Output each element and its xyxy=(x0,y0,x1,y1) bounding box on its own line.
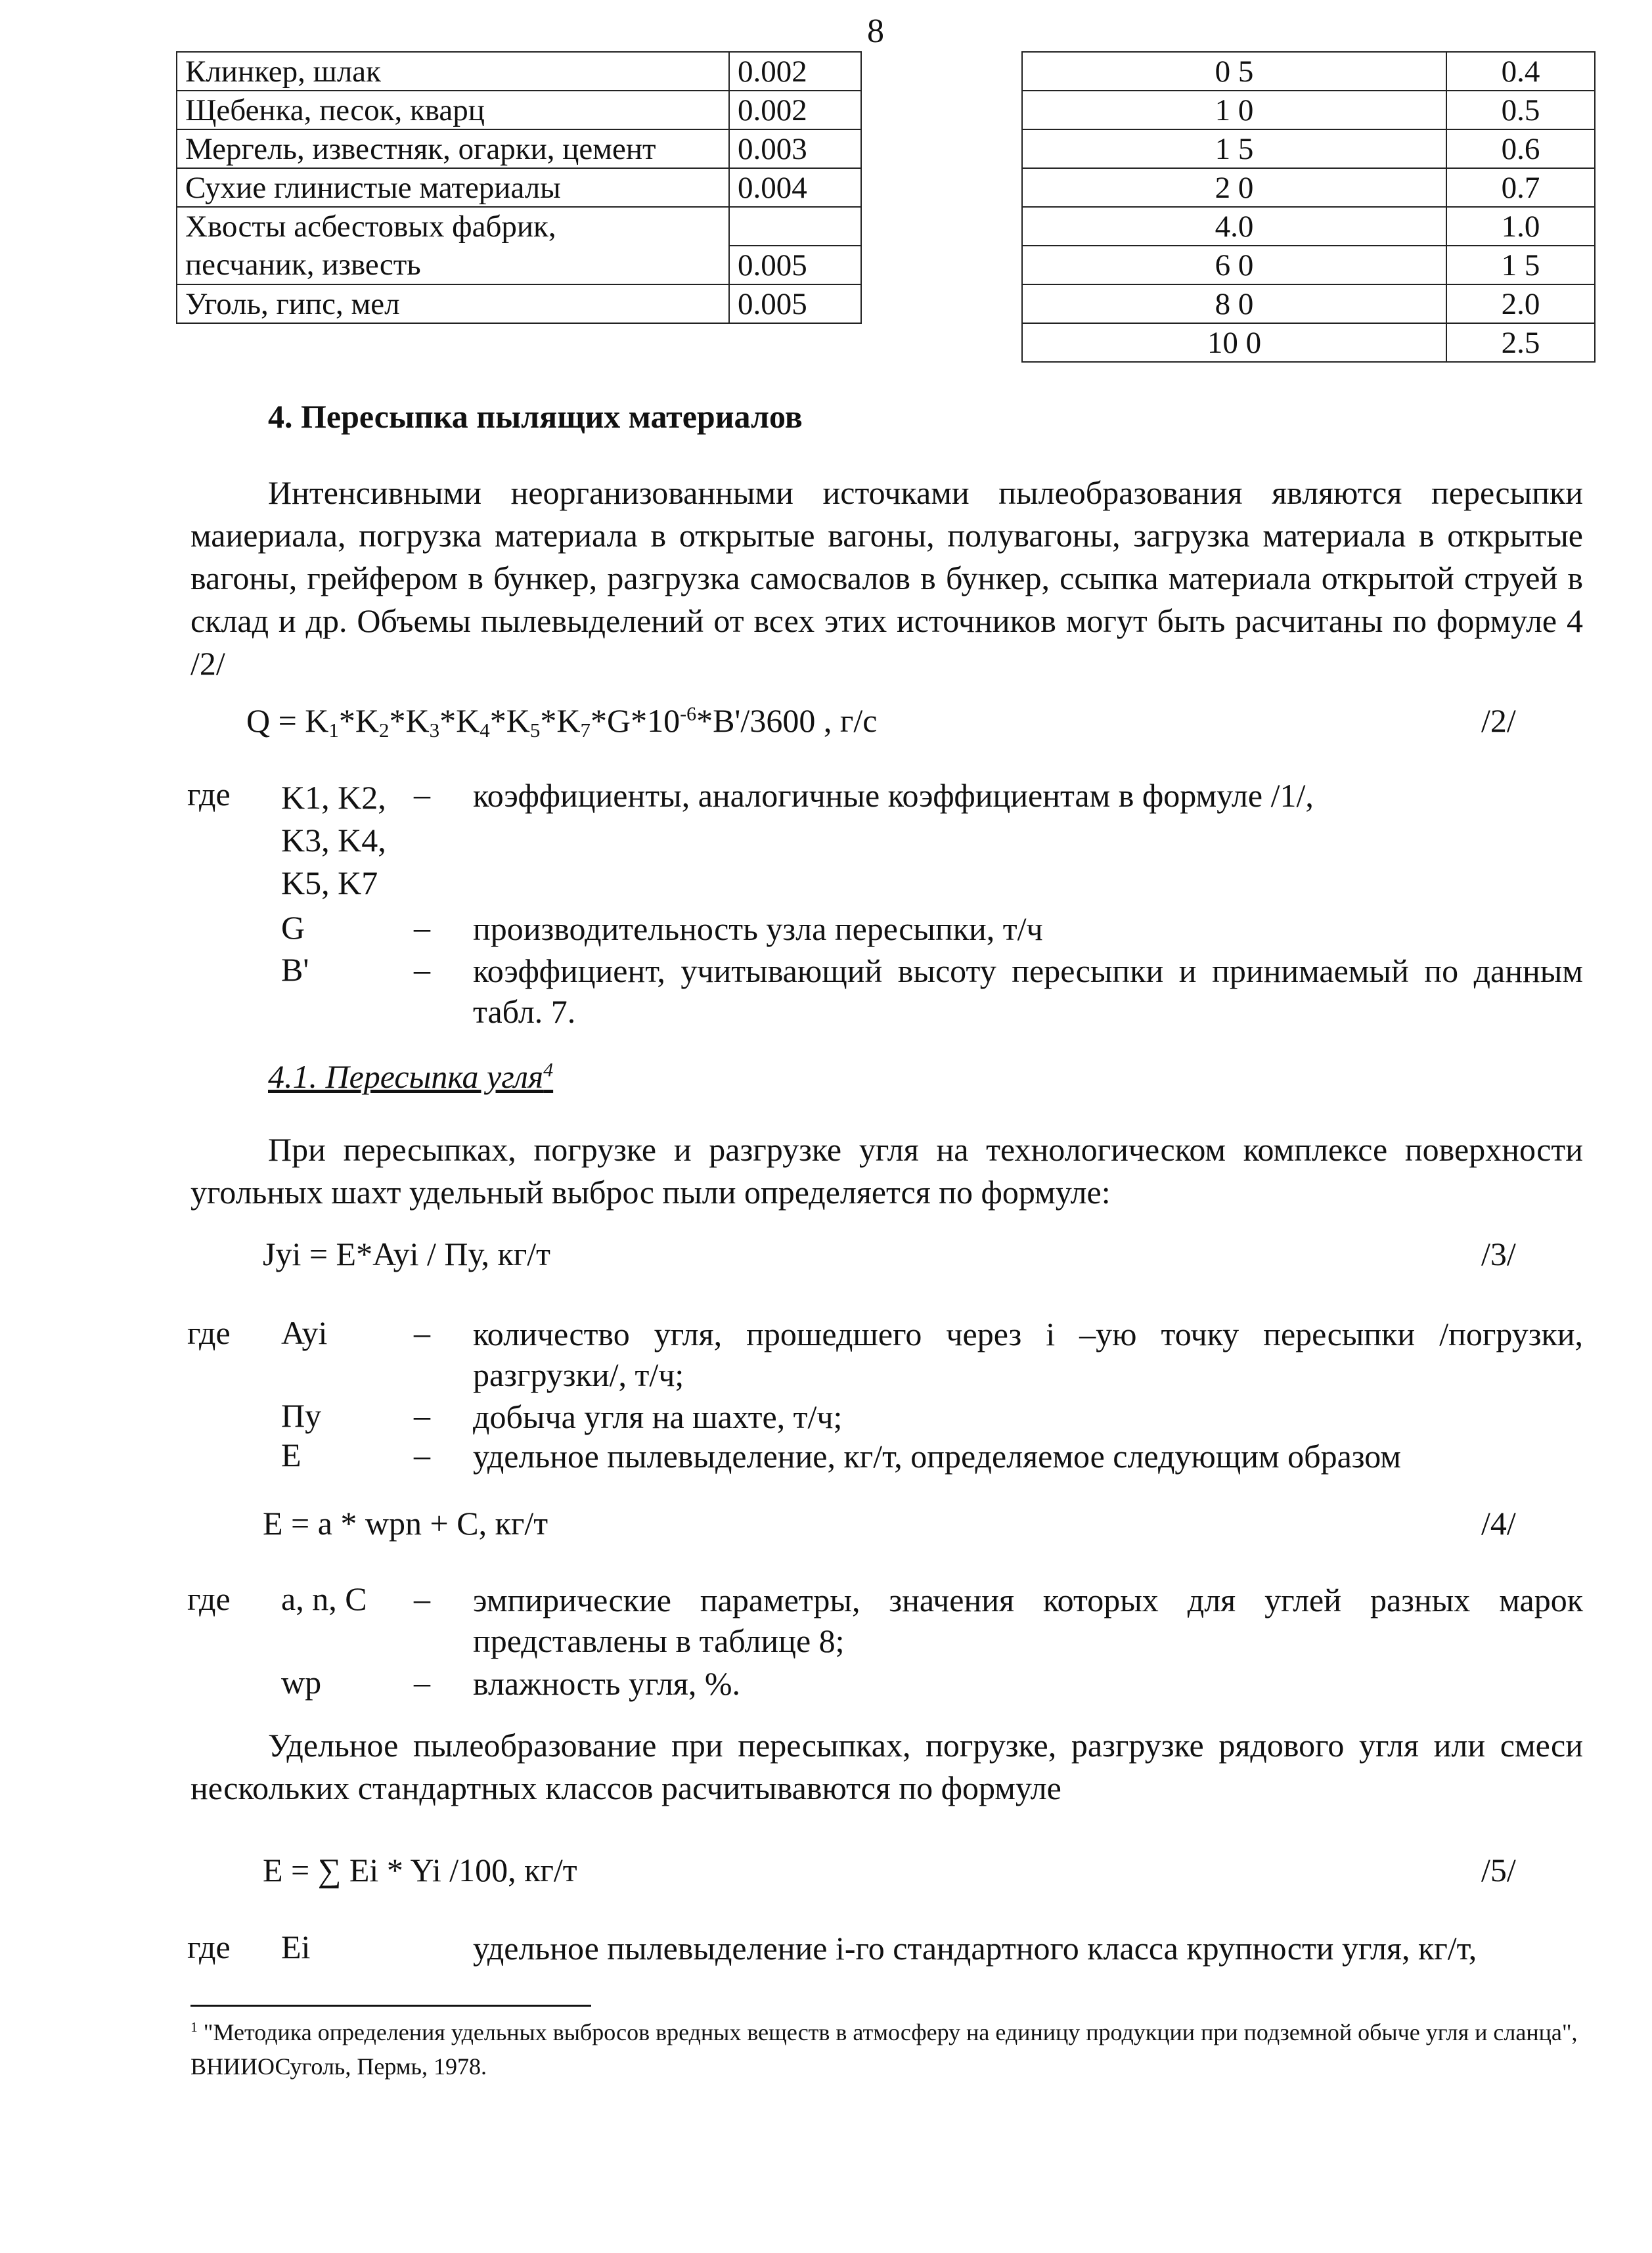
legend-symbol: wp xyxy=(281,1664,322,1701)
table-cell xyxy=(729,207,861,246)
legend-description: количество угля, прошедшего через i –ую точку пересыпки /погрузки, разгрузки/, т/ч; xyxy=(473,1316,1583,1393)
where-label: где xyxy=(187,1314,231,1351)
table-row xyxy=(1022,52,1595,91)
section-heading: 4. Пересыпка пылящих материалов xyxy=(268,398,803,435)
table-cell: 0.002 xyxy=(729,91,861,129)
page-number: 8 xyxy=(867,12,884,50)
table-cell: Уголь, гипс, мел xyxy=(177,284,729,323)
formula-5-number: /5/ xyxy=(1481,1852,1516,1888)
table-cell: Клинкер, шлак xyxy=(177,52,729,91)
legend-symbol: K5, K7 xyxy=(281,864,378,901)
subsection-title-text: 4.1. Пересыпка угля xyxy=(268,1058,544,1095)
formula-3-number: /3/ xyxy=(1481,1236,1516,1272)
formula-5: E = ∑ Ei * Yi /100, кг/т xyxy=(263,1852,577,1888)
table-cell: 0 5 xyxy=(1022,52,1446,91)
footnote xyxy=(190,2015,1590,2084)
height-coefficient-table xyxy=(1021,51,1596,363)
legend-symbol: G xyxy=(281,909,305,946)
formula-3: Jyi = E*Ayi / Пу, кг/т xyxy=(263,1236,551,1272)
paragraph-3: Удельное пылеобразование при пересыпках, погрузке, разгрузке рядового угля или смеси нескольких стандартных классов расчитывавются по формуле xyxy=(190,1727,1583,1806)
legend-symbol: B' xyxy=(281,951,309,988)
legend-symbol: Ayi xyxy=(281,1314,328,1351)
footnote-mark: 1 xyxy=(190,2019,198,2035)
table-row xyxy=(1022,246,1595,284)
dash: – xyxy=(414,1580,430,1617)
dash: – xyxy=(414,909,430,946)
footnote-divider xyxy=(190,2005,591,2007)
where-label: где xyxy=(187,776,231,813)
where-label: где xyxy=(187,1929,231,1965)
table-row xyxy=(1022,129,1595,168)
table-cell: 0.003 xyxy=(729,129,861,168)
table-cell: 6 0 xyxy=(1022,246,1446,284)
table-row xyxy=(177,284,861,323)
table-cell: 0.4 xyxy=(1446,52,1595,91)
table-row xyxy=(177,52,861,91)
formula-2-number: /2/ xyxy=(1481,702,1516,739)
table-cell: 1 5 xyxy=(1022,129,1446,168)
formula-2-head: Q = K xyxy=(246,702,329,739)
table-cell: 0.004 xyxy=(729,168,861,207)
table-cell: Мергель, известняк, огарки, цемент xyxy=(177,129,729,168)
table-row xyxy=(1022,168,1595,207)
table-cell: Хвосты асбестовых фабрик, xyxy=(177,207,729,246)
formula-2-tail: *B'/3600 , г/с xyxy=(696,702,878,739)
formula-4: E = a * wpn + C, кг/т xyxy=(263,1505,548,1542)
dash: – xyxy=(414,951,430,988)
legend-description: производительность узла пересыпки, т/ч xyxy=(473,910,1043,947)
legend-description: удельное пылевыделение, кг/т, определяемое следующим образом xyxy=(473,1438,1401,1475)
table-row xyxy=(177,207,861,246)
table-cell: 0.6 xyxy=(1446,129,1595,168)
legend-description: добыча угля на шахте, т/ч; xyxy=(473,1398,843,1435)
table-cell: 8 0 xyxy=(1022,284,1446,323)
table-cell: Щебенка, песок, кварц xyxy=(177,91,729,129)
dash: – xyxy=(414,1664,430,1701)
table-row xyxy=(1022,284,1595,323)
table-cell: 0.7 xyxy=(1446,168,1595,207)
table-row xyxy=(1022,323,1595,362)
table-cell: 2.0 xyxy=(1446,284,1595,323)
table-row xyxy=(177,246,861,284)
formula-2: $Q = K_1*K_2*K_3*K_4*K_5*K_7*G*10^{-6}*B'/3600$ , г/с xyxy=(246,702,878,742)
table-cell: песчаник, известь xyxy=(177,246,729,284)
legend-description: коэффициенты, аналогичные коэффициентам в формуле /1/, xyxy=(473,777,1314,814)
dash: – xyxy=(414,1437,430,1473)
table-cell: 0.005 xyxy=(729,284,861,323)
legend-description: влажность угля, %. xyxy=(473,1665,741,1702)
table-cell: 0.002 xyxy=(729,52,861,91)
table-row xyxy=(177,129,861,168)
table-cell: 10 0 xyxy=(1022,323,1446,362)
where-label: где xyxy=(187,1580,231,1617)
formula-4-number: /4/ xyxy=(1481,1505,1516,1542)
table-row xyxy=(1022,91,1595,129)
table-cell: 4.0 xyxy=(1022,207,1446,246)
legend-symbol: E xyxy=(281,1437,301,1473)
table-cell: 2 0 xyxy=(1022,168,1446,207)
legend-description: эмпирические параметры, значения которых для углей разных марок представлены в таблице 8; xyxy=(473,1582,1583,1659)
table-row xyxy=(177,168,861,207)
section-paragraph: Интенсивными неорганизованными источками пылеобразования являются пересыпки маиериала, погрузка материала в открытые вагоны, полувагоны, загрузка материала в открытые вагоны, грейфером в бункер, разгрузка самосвалов в бункер, ссыпка материала открытой струей в склад и др. Объемы пылевыделений от всех этих источников могут быть расчитаны по формуле 4 /2/ xyxy=(190,474,1583,682)
subsection-paragraph: При пересыпках, погрузке и разгрузке угля на технологическом комплексе поверхности угольных шахт удельный выброс пыли определяется по формуле: xyxy=(190,1131,1583,1211)
formula-2-exponent: -6 xyxy=(680,703,697,725)
table-cell: 0.005 xyxy=(729,246,861,284)
materials-coefficient-table xyxy=(176,51,862,324)
table-cell: 0.5 xyxy=(1446,91,1595,129)
footnote-text: "Методика определения удельных выбросов вредных веществ в атмосферу на единицу продукции при подземной обыче угля и сланца", ВНИИОСуголь, Пермь, 1978. xyxy=(190,2019,1578,2080)
legend-description: коэффициент, учитывающий высоту пересыпки и принимаемый по данным табл. 7. xyxy=(473,952,1583,1030)
legend-symbol: K1, K2, xyxy=(281,779,386,816)
table-row xyxy=(1022,207,1595,246)
dash: – xyxy=(414,1397,430,1434)
table-cell: 2.5 xyxy=(1446,323,1595,362)
legend-description: удельное пылевыделение i-го стандартного класса крупности угля, кг/т, xyxy=(473,1930,1477,1967)
table-cell: 1 0 xyxy=(1022,91,1446,129)
legend-symbol: Пу xyxy=(281,1397,322,1434)
dash: – xyxy=(414,1314,430,1351)
table-row xyxy=(177,91,861,129)
formula-2-mid: *G*10 xyxy=(590,702,681,739)
table-cell: 1.0 xyxy=(1446,207,1595,246)
legend-symbol: Ei xyxy=(281,1929,311,1965)
subsection-title xyxy=(268,1058,553,1096)
dash: – xyxy=(414,776,430,813)
table-cell: Сухие глинистые материалы xyxy=(177,168,729,207)
table-cell: 1 5 xyxy=(1446,246,1595,284)
legend-symbol: K3, K4, xyxy=(281,822,386,859)
footnote-reference: 4 xyxy=(543,1059,554,1081)
legend-symbol: a, n, C xyxy=(281,1580,367,1617)
